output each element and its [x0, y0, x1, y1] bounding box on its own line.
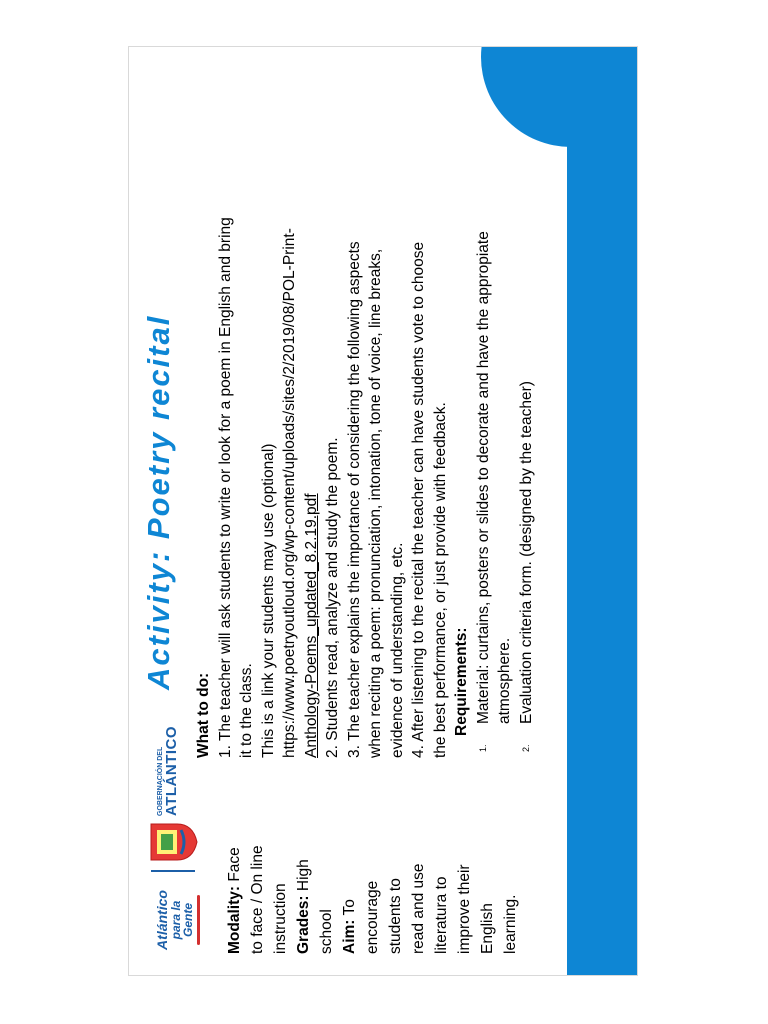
- gobernacion-line-1: GOBERNACIÓN DEL: [157, 746, 164, 816]
- grades-line-2: school: [318, 909, 335, 954]
- logo-divider: [151, 870, 195, 872]
- requirement-line-2: atmosphere.: [496, 637, 513, 724]
- requirements-heading: Requirements:: [453, 627, 470, 736]
- atlantico-para-la-gente-logo: [155, 886, 200, 954]
- page-title: Activity: Poetry recital: [141, 314, 176, 690]
- slide-content: [129, 48, 637, 976]
- step-3-line-1: 3. The teacher explains the importance of considering the following aspects: [345, 241, 363, 758]
- aim-line-1: [338, 774, 361, 954]
- what-to-do-heading: What to do:: [195, 672, 212, 758]
- aim-line: students to: [387, 878, 404, 954]
- modality-line-3: instruction: [272, 883, 289, 954]
- link-intro: This is a link your students may use (optional): [259, 443, 277, 758]
- gobernacion-line-2: ATLÁNTICO: [163, 725, 180, 816]
- requirement-text: [516, 58, 538, 724]
- modality-label: Modality:: [226, 885, 243, 954]
- requirement-line-1: Material: curtains, posters or slides to decorate and have the appropiate: [474, 231, 492, 724]
- aim-line: improve their: [456, 864, 473, 954]
- grades-line-1: [292, 774, 315, 954]
- activity-body: [193, 58, 537, 758]
- grades-value-1: High: [295, 859, 312, 896]
- logo-line-1: Atlántico: [154, 890, 170, 950]
- aim-value-1: To: [341, 899, 358, 920]
- aim-line: literatura to: [433, 876, 450, 954]
- requirement-number: 2.: [520, 744, 531, 752]
- modality-value-1: Face: [226, 847, 243, 886]
- modality-line-2: to face / On line: [249, 845, 266, 954]
- aim-line: read and use: [410, 863, 427, 954]
- logo-line-2: para la Gente: [168, 900, 196, 940]
- crest-icon: [147, 818, 199, 866]
- step-3-line-2: when reciting a poem: pronunciation, intonation, tone of voice, line breaks,: [367, 248, 384, 758]
- step-1-line-1: 1. The teacher will ask students to write or look for a poem in English and bring: [216, 217, 234, 758]
- step-4-line-2: the best performance, or just provide with feedback.: [431, 402, 449, 758]
- info-panel: [223, 774, 522, 954]
- aim-line: encourage: [364, 880, 381, 954]
- gobernacion-logo: [157, 726, 179, 816]
- grades-label: Grades:: [295, 895, 312, 954]
- requirement-number: 1.: [477, 744, 488, 752]
- poem-link-line-1[interactable]: https://www.poetryoutloud.org/wp-content/uploads/sites/2/2019/08/POL-Print-: [281, 228, 298, 758]
- step-2: 2. Students read, analyze and study the poem.: [324, 437, 341, 758]
- step-4-line-1: 4. After listening to the recital the teacher can have students vote to choose: [410, 241, 427, 758]
- slide: [128, 46, 638, 976]
- requirement-item: [473, 58, 516, 758]
- aim-line: English: [479, 903, 496, 954]
- aim-line: learning.: [502, 894, 519, 954]
- requirement-item: [516, 58, 538, 758]
- step-3-line-3: evidence of understanding, etc.: [388, 542, 406, 758]
- modality-line-1: [223, 774, 246, 954]
- logo-swoosh: [197, 895, 200, 945]
- requirement-line-1: Evaluation criteria form. (designed by the teacher): [517, 381, 535, 724]
- requirement-text: [473, 58, 516, 724]
- step-1-line-2: it to the class.: [238, 663, 255, 758]
- poem-link-line-2[interactable]: Anthology-Poems_updated_8.2.19.pdf: [302, 493, 320, 758]
- aim-label: Aim:: [341, 919, 358, 954]
